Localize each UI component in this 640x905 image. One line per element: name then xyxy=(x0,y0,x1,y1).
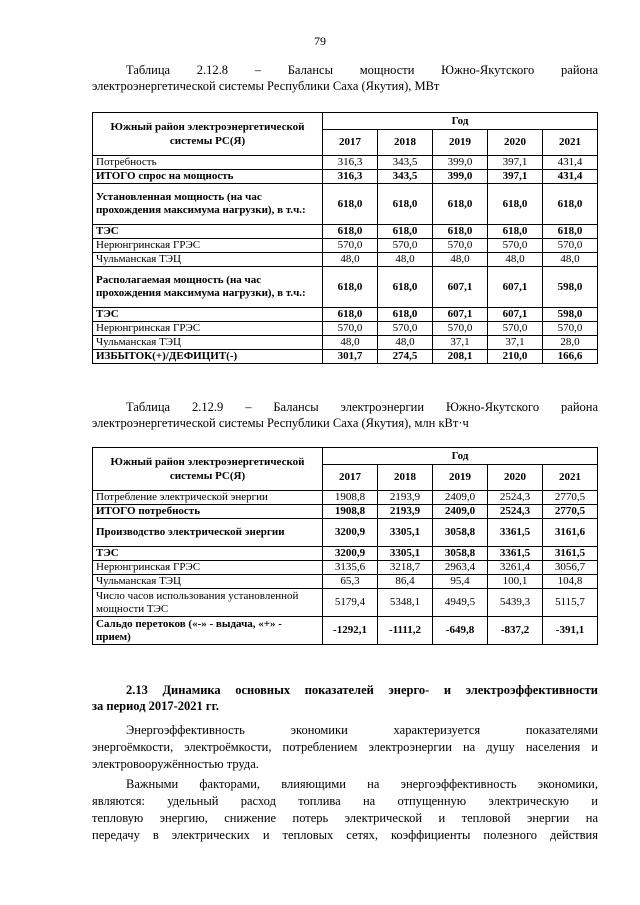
row-label: ТЭС xyxy=(93,225,323,239)
cell-value: 343,5 xyxy=(378,156,433,170)
cell-value: 3161,5 xyxy=(543,547,598,561)
cell-value: 3058,8 xyxy=(433,519,488,547)
cell-value: 618,0 xyxy=(488,225,543,239)
cell-value: 65,3 xyxy=(323,575,378,589)
table-row xyxy=(93,225,598,239)
cell-value: 618,0 xyxy=(323,308,378,322)
cell-value: 607,1 xyxy=(433,308,488,322)
table1-caption-line2: электроэнергетической системы Республики Саха (Якутия), МВт xyxy=(92,79,440,93)
cell-value: 2524,3 xyxy=(488,505,543,519)
table-row xyxy=(93,170,598,184)
cell-value: 48,0 xyxy=(488,253,543,267)
table2-caption xyxy=(92,399,598,431)
cell-value: 2770,5 xyxy=(543,505,598,519)
cell-value: 3218,7 xyxy=(378,561,433,575)
year-header: 2018 xyxy=(378,465,433,491)
cell-value: 301,7 xyxy=(323,350,378,364)
cell-value: 598,0 xyxy=(543,267,598,308)
paragraph-2 xyxy=(92,776,598,844)
cell-value: 3200,9 xyxy=(323,547,378,561)
cell-value: 5439,3 xyxy=(488,589,543,617)
cell-value: 607,1 xyxy=(488,267,543,308)
cell-value: 343,5 xyxy=(378,170,433,184)
year-header: 2020 xyxy=(488,465,543,491)
table-row xyxy=(93,267,598,308)
cell-value: 208,1 xyxy=(433,350,488,364)
cell-value: 397,1 xyxy=(488,170,543,184)
year-header: 2017 xyxy=(323,130,378,156)
table-row xyxy=(93,547,598,561)
cell-value: 48,0 xyxy=(543,253,598,267)
table-row xyxy=(93,505,598,519)
table-row xyxy=(93,253,598,267)
row-label: Нерюнгринская ГРЭС xyxy=(93,322,323,336)
table1-header-region: Южный район электроэнергетической системы РС(Я) xyxy=(93,113,323,156)
page-number: 79 xyxy=(314,34,326,48)
cell-value: -391,1 xyxy=(543,617,598,645)
table1-caption-line1: Таблица 2.12.8 – Балансы мощности Южно-Якутского района xyxy=(126,63,598,77)
cell-value: 5179,4 xyxy=(323,589,378,617)
cell-value: 2770,5 xyxy=(543,491,598,505)
section-title-line2: за период 2017-2021 гг. xyxy=(92,699,219,713)
cell-value: -1111,2 xyxy=(378,617,433,645)
cell-value: -837,2 xyxy=(488,617,543,645)
cell-value: 2193,9 xyxy=(378,505,433,519)
cell-value: 100,1 xyxy=(488,575,543,589)
table-row xyxy=(93,239,598,253)
cell-value: 570,0 xyxy=(323,322,378,336)
cell-value: 1908,8 xyxy=(323,505,378,519)
cell-value: 3361,5 xyxy=(488,519,543,547)
year-header: 2021 xyxy=(543,130,598,156)
cell-value: 570,0 xyxy=(323,239,378,253)
paragraph-2-line: являются: удельный расход топлива на отпущенную электрическую и xyxy=(92,794,598,808)
row-label: Чульманская ТЭЦ xyxy=(93,575,323,589)
table-row xyxy=(93,589,598,617)
table1-header-year: Год xyxy=(323,113,598,130)
table-row xyxy=(93,350,598,364)
row-label: Потребление электрической энергии xyxy=(93,491,323,505)
cell-value: 618,0 xyxy=(378,225,433,239)
section-title xyxy=(92,682,598,714)
cell-value: 570,0 xyxy=(543,239,598,253)
table-row xyxy=(93,561,598,575)
row-label: ИТОГО потребность xyxy=(93,505,323,519)
paragraph-1-line: Энергоэффективность экономики характеризуется показателями xyxy=(126,723,598,737)
cell-value: 431,4 xyxy=(543,156,598,170)
cell-value: 95,4 xyxy=(433,575,488,589)
cell-value: 2409,0 xyxy=(433,491,488,505)
cell-value: 37,1 xyxy=(488,336,543,350)
cell-value: 399,0 xyxy=(433,170,488,184)
section-title-line1: 2.13 Динамика основных показателей энерго- и электроэффективности xyxy=(126,683,598,697)
cell-value: 3056,7 xyxy=(543,561,598,575)
cell-value: 104,8 xyxy=(543,575,598,589)
table-row xyxy=(93,156,598,170)
row-label: Число часов использования установленной мощности ТЭС xyxy=(93,589,323,617)
cell-value: 4949,5 xyxy=(433,589,488,617)
row-label: Чульманская ТЭЦ xyxy=(93,253,323,267)
table-row xyxy=(93,308,598,322)
row-label: ТЭС xyxy=(93,547,323,561)
cell-value: 570,0 xyxy=(378,239,433,253)
cell-value: 28,0 xyxy=(543,336,598,350)
cell-value: 618,0 xyxy=(433,225,488,239)
paragraph-1-line: энергоёмкости, электроёмкости, потреблением электроэнергии на душу населения и xyxy=(92,740,598,754)
cell-value: 5115,7 xyxy=(543,589,598,617)
cell-value: 3200,9 xyxy=(323,519,378,547)
cell-value: 2193,9 xyxy=(378,491,433,505)
cell-value: 397,1 xyxy=(488,156,543,170)
cell-value: 399,0 xyxy=(433,156,488,170)
cell-value: 2963,4 xyxy=(433,561,488,575)
cell-value: 274,5 xyxy=(378,350,433,364)
cell-value: 48,0 xyxy=(378,336,433,350)
paragraph-2-line: тепловую энергию, снижение потерь электрической и тепловой энергии на xyxy=(92,811,598,825)
row-label: Производство электрической энергии xyxy=(93,519,323,547)
row-label: Чульманская ТЭЦ xyxy=(93,336,323,350)
table2-header-year: Год xyxy=(323,448,598,465)
paragraph-2-line: Важными факторами, влияющими на энергоэффективность экономики, xyxy=(126,777,598,791)
cell-value: 607,1 xyxy=(433,267,488,308)
cell-value: 3161,6 xyxy=(543,519,598,547)
table2-header-region: Южный район электроэнергетической системы РС(Я) xyxy=(93,448,323,491)
cell-value: 618,0 xyxy=(323,267,378,308)
cell-value: 2409,0 xyxy=(433,505,488,519)
year-header: 2017 xyxy=(323,465,378,491)
row-label: Установленная мощность (на час прохождения максимума нагрузки), в т.ч.: xyxy=(93,184,323,225)
cell-value: 570,0 xyxy=(488,322,543,336)
table-row xyxy=(93,184,598,225)
cell-value: 570,0 xyxy=(543,322,598,336)
cell-value: 316,3 xyxy=(323,170,378,184)
cell-value: 618,0 xyxy=(378,267,433,308)
cell-value: 2524,3 xyxy=(488,491,543,505)
row-label: Располагаемая мощность (на час прохождения максимума нагрузки), в т.ч.: xyxy=(93,267,323,308)
cell-value: 618,0 xyxy=(323,184,378,225)
cell-value: 316,3 xyxy=(323,156,378,170)
year-header: 2021 xyxy=(543,465,598,491)
table2-caption-line1: Таблица 2.12.9 – Балансы электроэнергии Южно-Якутского района xyxy=(126,400,598,414)
cell-value: 3058,8 xyxy=(433,547,488,561)
table-row xyxy=(93,322,598,336)
cell-value: 48,0 xyxy=(323,336,378,350)
cell-value: 1908,8 xyxy=(323,491,378,505)
cell-value: 570,0 xyxy=(488,239,543,253)
paragraph-2-line: передачу в электрических и тепловых сетях, коэффициенты полезного действия xyxy=(92,828,598,842)
cell-value: 618,0 xyxy=(433,184,488,225)
cell-value: 618,0 xyxy=(543,184,598,225)
cell-value: 5348,1 xyxy=(378,589,433,617)
cell-value: 166,6 xyxy=(543,350,598,364)
cell-value: 86,4 xyxy=(378,575,433,589)
cell-value: -649,8 xyxy=(433,617,488,645)
cell-value: 3361,5 xyxy=(488,547,543,561)
paragraph-1-line: электровооружённостью труда. xyxy=(92,757,259,771)
row-label: Нерюнгринская ГРЭС xyxy=(93,561,323,575)
cell-value: 607,1 xyxy=(488,308,543,322)
cell-value: 210,0 xyxy=(488,350,543,364)
cell-value: 570,0 xyxy=(433,322,488,336)
cell-value: 3135,6 xyxy=(323,561,378,575)
year-header: 2019 xyxy=(433,130,488,156)
table-row xyxy=(93,491,598,505)
table2-caption-line2: электроэнергетической системы Республики Саха (Якутия), млн кВт·ч xyxy=(92,416,469,430)
cell-value: 48,0 xyxy=(378,253,433,267)
cell-value: 48,0 xyxy=(323,253,378,267)
cell-value: 3305,1 xyxy=(378,519,433,547)
cell-value: 431,4 xyxy=(543,170,598,184)
row-label: ИТОГО спрос на мощность xyxy=(93,170,323,184)
cell-value: 618,0 xyxy=(543,225,598,239)
cell-value: 618,0 xyxy=(378,184,433,225)
power-balance-table xyxy=(92,112,598,364)
cell-value: 48,0 xyxy=(433,253,488,267)
table-row xyxy=(93,336,598,350)
row-label: Сальдо перетоков («-» - выдача, «+» - прием) xyxy=(93,617,323,645)
row-label: ИЗБЫТОК(+)/ДЕФИЦИТ(-) xyxy=(93,350,323,364)
cell-value: 618,0 xyxy=(378,308,433,322)
cell-value: 570,0 xyxy=(433,239,488,253)
row-label: Потребность xyxy=(93,156,323,170)
year-header: 2018 xyxy=(378,130,433,156)
cell-value: 570,0 xyxy=(378,322,433,336)
cell-value: 618,0 xyxy=(323,225,378,239)
cell-value: 598,0 xyxy=(543,308,598,322)
paragraph-1 xyxy=(92,722,598,773)
table-row xyxy=(93,617,598,645)
energy-balance-table xyxy=(92,447,598,645)
cell-value: -1292,1 xyxy=(323,617,378,645)
table1-caption xyxy=(92,62,598,94)
row-label: ТЭС xyxy=(93,308,323,322)
table-row xyxy=(93,575,598,589)
year-header: 2019 xyxy=(433,465,488,491)
cell-value: 618,0 xyxy=(488,184,543,225)
cell-value: 3305,1 xyxy=(378,547,433,561)
year-header: 2020 xyxy=(488,130,543,156)
cell-value: 37,1 xyxy=(433,336,488,350)
cell-value: 3261,4 xyxy=(488,561,543,575)
row-label: Нерюнгринская ГРЭС xyxy=(93,239,323,253)
table-row xyxy=(93,519,598,547)
